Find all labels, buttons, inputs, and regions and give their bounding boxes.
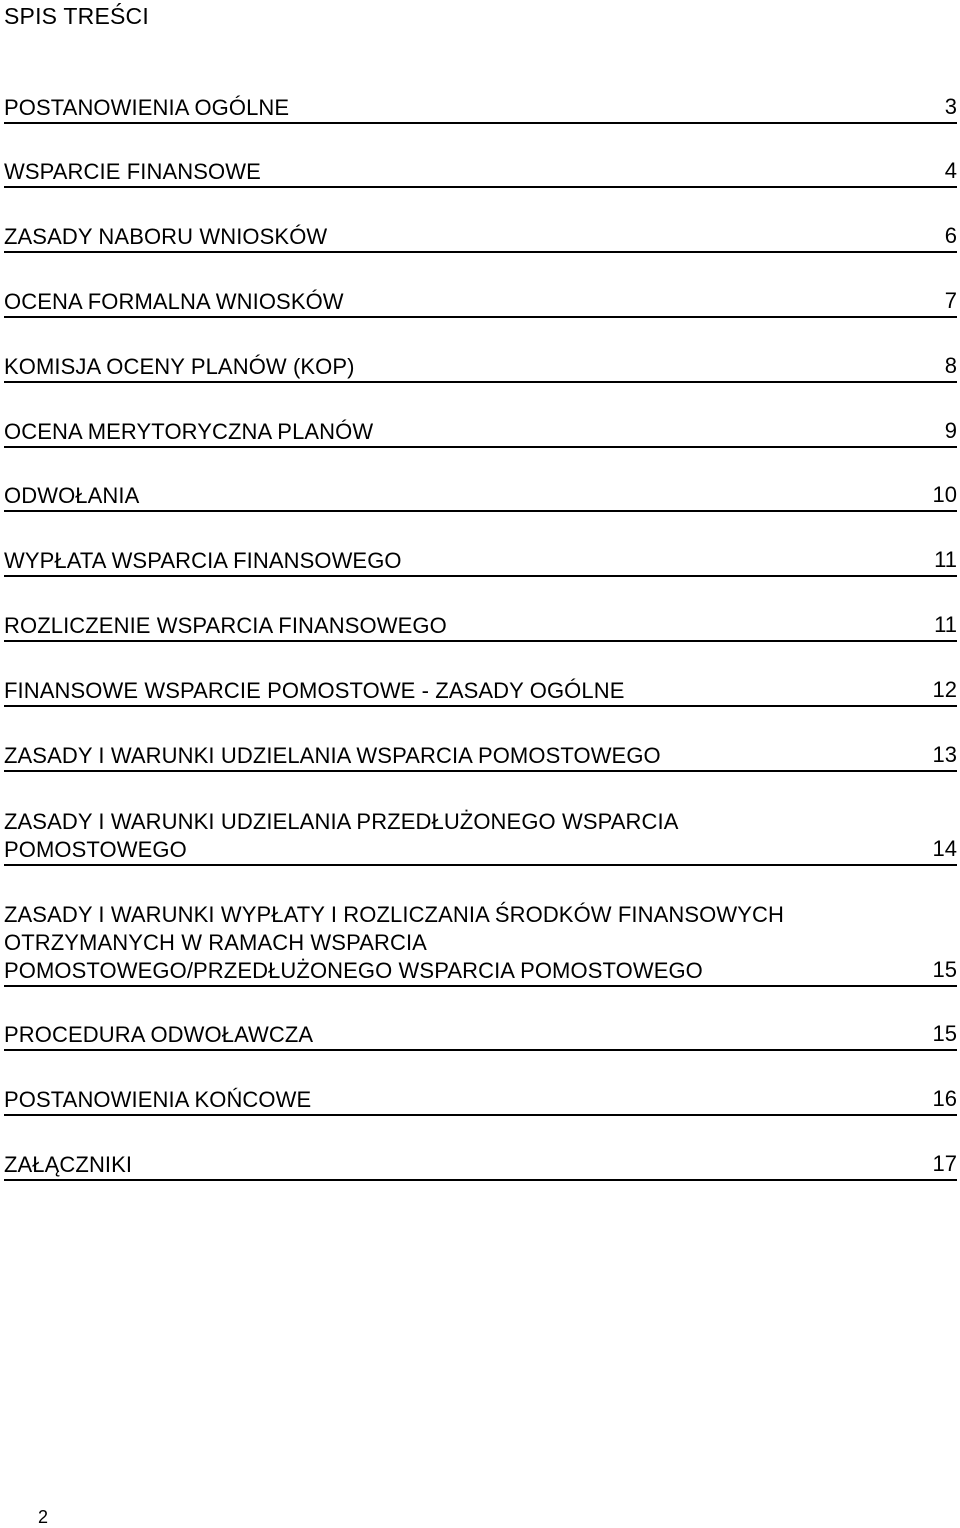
toc-entry-title: WSPARCIE FINANSOWE — [4, 159, 261, 184]
toc-entry[interactable] — [4, 742, 957, 772]
toc-entry-page: 7 — [944, 288, 957, 313]
toc-entry-page: 3 — [944, 94, 957, 119]
toc-entry-title: WYPŁATA WSPARCIA FINANSOWEGO — [4, 548, 402, 573]
toc-entry-title: PROCEDURA ODWOŁAWCZA — [4, 1022, 314, 1047]
toc-entry[interactable] — [4, 288, 957, 318]
toc-entry[interactable] — [4, 901, 957, 987]
toc-entry-title: POSTANOWIENIA OGÓLNE — [4, 95, 290, 120]
toc-entry[interactable] — [4, 1151, 957, 1181]
toc-entry-page: 8 — [944, 353, 957, 378]
toc-entry-page: 11 — [934, 547, 957, 572]
toc-entry[interactable] — [4, 418, 957, 448]
toc-entry-title: POSTANOWIENIA KOŃCOWE — [4, 1087, 312, 1112]
toc-entry[interactable] — [4, 223, 957, 253]
toc-entry-title: ZASADY I WARUNKI UDZIELANIA PRZEDŁUŻONEGO WSPARCIA POMOSTOWEGO — [4, 809, 679, 862]
toc-entry-title: KOMISJA OCENY PLANÓW (KOP) — [4, 354, 355, 379]
toc-entry-page: 15 — [932, 957, 957, 982]
toc-entry[interactable] — [4, 808, 957, 866]
toc-entry-title: FINANSOWE WSPARCIE POMOSTOWE - ZASADY OGÓLNE — [4, 678, 625, 703]
toc-entry-page: 14 — [932, 836, 957, 861]
toc-entry-title: ODWOŁANIA — [4, 483, 140, 508]
page-number: 2 — [38, 1507, 49, 1527]
toc-entry[interactable] — [4, 547, 957, 577]
toc-entry-title: OCENA MERYTORYCZNA PLANÓW — [4, 419, 374, 444]
toc-entry-page: 17 — [932, 1151, 957, 1176]
toc-entry[interactable] — [4, 94, 957, 124]
toc-entry-page: 12 — [932, 677, 957, 702]
toc-entry-title: ROZLICZENIE WSPARCIA FINANSOWEGO — [4, 613, 447, 638]
toc-entry-page: 10 — [932, 482, 957, 507]
toc-entry[interactable] — [4, 612, 957, 642]
toc-entry-title: ZASADY NABORU WNIOSKÓW — [4, 224, 328, 249]
toc-entry-page: 13 — [932, 742, 957, 767]
toc-entry-page: 9 — [944, 418, 957, 443]
toc-entry-title: ZASADY I WARUNKI UDZIELANIA WSPARCIA POMOSTOWEGO — [4, 743, 661, 768]
toc-entry[interactable] — [4, 1086, 957, 1116]
toc-entry-title: ZAŁĄCZNIKI — [4, 1152, 133, 1177]
toc-heading: SPIS TREŚCI — [4, 3, 149, 29]
toc-entry[interactable] — [4, 1021, 957, 1051]
toc-entry-page: 6 — [944, 223, 957, 248]
toc-entry-title: ZASADY I WARUNKI WYPŁATY I ROZLICZANIA ŚRODKÓW FINANSOWYCH OTRZYMANYCH W RAMACH WSPARCIA POMOSTOWEGO/PRZEDŁUŻONEGO WSPARCIA POMOSTOWEGO — [4, 902, 784, 983]
toc-entry-page: 4 — [944, 158, 957, 183]
toc-entry-title: OCENA FORMALNA WNIOSKÓW — [4, 289, 344, 314]
toc-entry-page: 16 — [932, 1086, 957, 1111]
toc-entry[interactable] — [4, 353, 957, 383]
toc-entry[interactable] — [4, 158, 957, 188]
toc-entry-page: 15 — [932, 1021, 957, 1046]
toc-entry[interactable] — [4, 677, 957, 707]
toc-entry[interactable] — [4, 482, 957, 512]
toc-entry-page: 11 — [934, 612, 957, 637]
